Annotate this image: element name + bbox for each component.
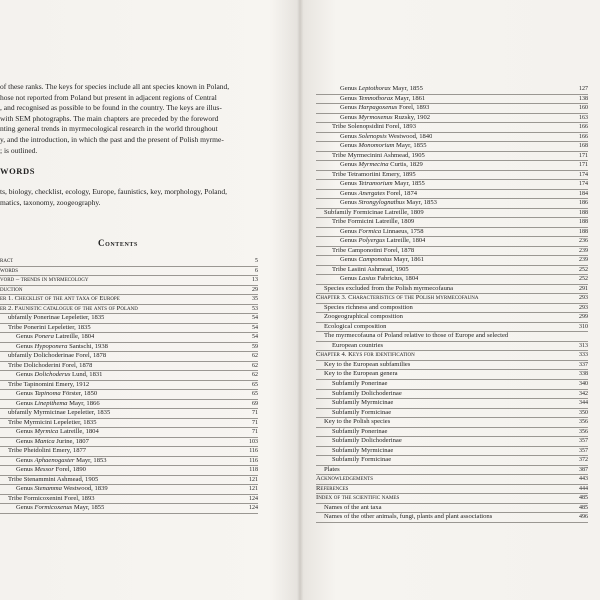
toc-entry-title: Ecological composition [324, 322, 387, 330]
toc-entry-title: Tribe Pheidolini Emery, 1877 [8, 447, 87, 455]
toc-entry [316, 161, 588, 171]
toc-entry-title: Genus Myrmoxenus Ruzsky, 1902 [340, 113, 431, 121]
toc-entry [316, 323, 588, 333]
toc-page-number: 62 [252, 362, 258, 369]
toc-page-number: 485 [579, 504, 588, 511]
toc-entry [316, 237, 588, 247]
toc-page-number: 443 [579, 476, 588, 483]
toc-page-number: 239 [579, 257, 588, 264]
toc-entry [0, 381, 258, 391]
intro-line: nting general trends in myrmecological research in the world throughout [0, 124, 218, 134]
toc-entry [316, 313, 588, 323]
toc-entry [0, 419, 258, 429]
toc-entry [316, 95, 588, 105]
toc-entry [316, 304, 588, 314]
toc-entry-title: Tribe Myrmicini Lepeletier, 1835 [8, 418, 97, 426]
toc-entry-title: References [316, 484, 349, 492]
toc-entry [0, 476, 258, 486]
toc-entry-title: Genus Tetramorium Mayr, 1855 [340, 180, 425, 188]
toc-page-number: 163 [579, 114, 588, 121]
toc-page-number: 62 [252, 372, 258, 379]
toc-entry [0, 400, 258, 410]
toc-entry-title: Subfamily Ponerinae [332, 379, 388, 387]
keywords-line: matics, taxonomy, zoogeography. [0, 197, 101, 207]
toc-entry-title: Chapter 4. Keys for identification [316, 351, 415, 359]
toc-entry [0, 438, 258, 448]
toc-entry [316, 85, 588, 95]
toc-page-number: 174 [579, 181, 588, 188]
toc-page-number: 65 [252, 391, 258, 398]
intro-line: with SEM photographs. The main chapters are preceded by the foreword [0, 113, 219, 123]
toc-entry [0, 343, 258, 353]
toc-page-number: 291 [579, 285, 588, 292]
toc-entry-title: ubfamily Dolichoderinae Forel, 1878 [8, 352, 107, 360]
toc-entry [316, 142, 588, 152]
toc-entry [316, 342, 588, 352]
toc-entry-title: er 1. Checklist of the ant taxa of Europe [0, 295, 120, 303]
toc-entry-title: Genus Polyergus Latreille, 1804 [340, 237, 426, 245]
toc-entry-title: Subfamily Myrmicinae [332, 446, 394, 454]
toc-entry [0, 390, 258, 400]
toc-page-number: 54 [252, 334, 258, 341]
contents-heading: Contents [98, 238, 138, 248]
toc-entry [316, 437, 588, 447]
toc-entry-title: Genus Ponera Latreille, 1804 [16, 333, 95, 341]
toc-page-number: 116 [249, 448, 258, 455]
toc-entry [316, 409, 588, 419]
toc-entry-title: The myrmecofauna of Poland relative to those of Europe and selected [324, 332, 509, 340]
toc-page-number: 356 [579, 419, 588, 426]
toc-page-number: 121 [249, 476, 258, 483]
intro-line: of these ranks. The keys for species include all ant species known in Poland, [0, 82, 230, 91]
toc-entry [0, 447, 258, 457]
toc-entry-title: Plates [324, 465, 340, 473]
toc-entry [316, 123, 588, 133]
toc-entry [0, 362, 258, 372]
toc-entry-title: Genus Camponotus Mayr, 1861 [340, 256, 424, 264]
toc-entry-title: Subfamily Ponerinae [332, 427, 388, 435]
toc-page-number: 53 [252, 305, 258, 312]
toc-entry-title: vord – trends in myrmecology [0, 276, 89, 284]
toc-entry [0, 466, 258, 476]
toc-entry [316, 504, 588, 514]
toc-page-number: 166 [579, 124, 588, 131]
toc-entry-title: Tribe Formicini Latreille, 1809 [332, 218, 415, 226]
toc-page-number: 121 [249, 486, 258, 493]
toc-entry [316, 180, 588, 190]
toc-entry-title: Subfamily Formicinae [332, 408, 392, 416]
right-page [302, 0, 600, 600]
toc-entry [316, 228, 588, 238]
toc-page-number: 337 [579, 361, 588, 368]
toc-entry-title: Subfamily Formicinae [332, 456, 392, 464]
toc-entry-title: Tribe Ponerini Lepeletier, 1835 [8, 323, 91, 331]
toc-entry [0, 352, 258, 362]
toc-page-number: 168 [579, 143, 588, 150]
toc-page-number: 160 [579, 105, 588, 112]
toc-entry [316, 380, 588, 390]
toc-page-number: 59 [252, 343, 258, 350]
toc-entry-title: Zoogeographical composition [324, 313, 403, 321]
toc-entry [0, 267, 258, 277]
toc-entry-title: Species richness and composition [324, 303, 413, 311]
toc-entry [0, 295, 258, 305]
toc-entry-title: Genus Strongylognathus Mayr, 1853 [340, 199, 437, 207]
toc-entry-title: Genus Solenopsis Westwood, 1840 [340, 132, 433, 140]
toc-entry-title: Chapter 3. Characteristics of the Polish myrmecofauna [316, 294, 479, 302]
toc-entry [0, 286, 258, 296]
toc-entry [316, 266, 588, 276]
intro-line: , and recognised as possible to be found in the country. The keys are illus- [0, 103, 222, 113]
toc-entry [0, 409, 258, 419]
toc-entry [316, 428, 588, 438]
toc-entry [316, 190, 588, 200]
toc-entry [316, 494, 588, 504]
toc-page-number: 313 [579, 342, 588, 349]
toc-entry [0, 257, 258, 267]
toc-entry-title: Genus Monomorium Mayr, 1855 [340, 142, 427, 150]
toc-page-number: 69 [252, 400, 258, 407]
toc-entry-title: Subfamily Dolichoderinae [332, 389, 402, 397]
toc-entry-title: Names of the other animals, fungi, plants and plant associations [324, 513, 493, 521]
toc-entry [316, 218, 588, 228]
toc-entry-title: Key to the European subfamilies [324, 360, 411, 368]
table-of-contents-left [0, 257, 258, 514]
toc-entry-title: Tribe Camponotini Forel, 1878 [332, 246, 415, 254]
toc-entry-title: Genus Myrmica Latreille, 1804 [16, 428, 99, 436]
toc-entry-title: Key to the European genera [324, 370, 398, 378]
toc-entry [316, 114, 588, 124]
toc-page-number: 118 [249, 467, 258, 474]
toc-page-number: 138 [579, 95, 588, 102]
keywords-line: ts, biology, checklist, ecology, Europe, faunistics, key, morphology, Poland, [0, 187, 227, 196]
toc-entry [316, 447, 588, 457]
toc-entry [316, 152, 588, 162]
toc-page-number: 186 [579, 200, 588, 207]
toc-page-number: 338 [579, 371, 588, 378]
toc-entry [316, 466, 588, 476]
toc-entry [316, 456, 588, 466]
toc-page-number: 293 [579, 295, 588, 302]
toc-entry-title: Subfamily Myrmicinae [332, 399, 394, 407]
toc-entry-title: Genus Temnothorax Mayr, 1861 [340, 94, 426, 102]
toc-entry-title: Tribe Formicoxenini Forel, 1893 [8, 494, 95, 502]
toc-entry [0, 314, 258, 324]
toc-page-number: 103 [249, 438, 258, 445]
toc-page-number: 188 [579, 228, 588, 235]
toc-entry [0, 276, 258, 286]
toc-page-number: 299 [579, 314, 588, 321]
toc-entry-title: Tribe Tapinomini Emery, 1912 [8, 380, 90, 388]
toc-entry-title: Genus Manica Jurine, 1807 [16, 437, 89, 445]
toc-page-number: 54 [252, 315, 258, 322]
toc-entry-title: Key to the Polish species [324, 418, 391, 426]
toc-entry-title: Names of the ant taxa [324, 503, 382, 511]
toc-page-number: 344 [579, 400, 588, 407]
toc-entry-title: Genus Stenamma Westwood, 1839 [16, 485, 108, 493]
toc-page-number: 342 [579, 390, 588, 397]
toc-entry [0, 371, 258, 381]
toc-entry-title: Genus Formicoxenus Mayr, 1855 [16, 504, 105, 512]
toc-entry [316, 171, 588, 181]
toc-entry-title: Genus Hypoponera Santschi, 1938 [16, 342, 108, 350]
toc-entry-title: er 2. Faunistic catalogue of the ants of Poland [0, 304, 138, 312]
toc-entry [0, 504, 258, 514]
toc-entry [0, 305, 258, 315]
intro-line: ; is outlined. [0, 145, 38, 155]
toc-entry-title: Genus Myrmecina Curtis, 1829 [340, 161, 423, 169]
toc-entry-title: Genus Linepithema Mayr, 1866 [16, 399, 100, 407]
toc-entry [316, 256, 588, 266]
toc-entry [0, 457, 258, 467]
toc-entry-title: Genus Anergates Forel, 1874 [340, 189, 418, 197]
toc-entry-title: Species excluded from the Polish myrmecofauna [324, 284, 454, 292]
toc-entry [316, 361, 588, 371]
toc-page-number: 188 [579, 209, 588, 216]
toc-page-number: 174 [579, 171, 588, 178]
toc-entry-title: Genus Formica Linnaeus, 1758 [340, 227, 424, 235]
toc-entry [316, 275, 588, 285]
toc-entry [0, 428, 258, 438]
intro-paragraph [0, 82, 272, 156]
toc-page-number: 293 [579, 304, 588, 311]
toc-page-number: 496 [579, 514, 588, 521]
toc-page-number: 71 [252, 419, 258, 426]
toc-page-number: 236 [579, 238, 588, 245]
toc-page-number: 333 [579, 352, 588, 359]
toc-entry-title: duction [0, 285, 23, 293]
toc-entry [316, 418, 588, 428]
toc-page-number: 71 [252, 429, 258, 436]
toc-entry-title: Tribe Dolichoderini Forel, 1878 [8, 361, 93, 369]
toc-entry [316, 209, 588, 219]
toc-entry-title: Acknowledgements [316, 475, 373, 483]
toc-page-number: 13 [252, 277, 258, 284]
toc-entry [316, 199, 588, 209]
toc-entry [316, 370, 588, 380]
toc-page-number: 387 [579, 466, 588, 473]
toc-entry [316, 285, 588, 295]
toc-page-number: 188 [579, 219, 588, 226]
toc-entry-title: Genus Lasius Fabricius, 1804 [340, 275, 419, 283]
toc-page-number: 252 [579, 276, 588, 283]
toc-page-number: 116 [249, 457, 258, 464]
toc-entry [0, 333, 258, 343]
toc-entry-title: Tribe Tetramoriini Emery, 1895 [332, 170, 416, 178]
toc-entry [0, 324, 258, 334]
toc-entry-title: Subfamily Dolichoderinae [332, 437, 402, 445]
toc-page-number: 171 [579, 162, 588, 169]
toc-entry-title: Genus Tapinoma Förster, 1850 [16, 390, 98, 398]
keywords-text [0, 187, 272, 208]
table-of-contents-right [316, 85, 588, 523]
toc-entry-title: ract [0, 257, 14, 264]
toc-page-number: 124 [249, 505, 258, 512]
toc-page-number: 372 [579, 457, 588, 464]
toc-page-number: 310 [579, 323, 588, 330]
toc-entry-title: words [0, 266, 19, 274]
toc-page-number: 184 [579, 190, 588, 197]
toc-entry-title: Genus Aphaenogaster Mayr, 1853 [16, 456, 107, 464]
toc-page-number: 171 [579, 152, 588, 159]
toc-entry-title: ubfamily Ponerinae Lepeletier, 1835 [8, 314, 105, 322]
toc-page-number: 6 [255, 267, 258, 274]
toc-page-number: 35 [252, 296, 258, 303]
toc-page-number: 357 [579, 438, 588, 445]
toc-entry [316, 133, 588, 143]
toc-page-number: 65 [252, 381, 258, 388]
toc-page-number: 357 [579, 447, 588, 454]
toc-entry [316, 513, 588, 523]
toc-entry [316, 104, 588, 114]
toc-entry-title: Index of the scientific names [316, 494, 400, 502]
toc-entry [316, 390, 588, 400]
toc-entry [316, 351, 588, 361]
toc-entry-title: Tribe Lasiini Ashmead, 1905 [332, 265, 409, 273]
toc-entry-title: European countries [332, 341, 384, 349]
toc-page-number: 252 [579, 266, 588, 273]
toc-page-number: 444 [579, 485, 588, 492]
toc-entry-title: Tribe Myrmecinini Ashmead, 1905 [332, 151, 425, 159]
toc-entry-title: ubfamily Myrmicinae Lepeletier, 1835 [8, 409, 111, 417]
left-page [0, 0, 298, 600]
toc-entry [316, 399, 588, 409]
toc-page-number: 71 [252, 410, 258, 417]
toc-page-number: 124 [249, 495, 258, 502]
toc-page-number: 5 [255, 258, 258, 264]
toc-page-number: 340 [579, 380, 588, 387]
toc-entry-title: Genus Leptothorax Mayr, 1855 [340, 85, 423, 92]
toc-page-number: 350 [579, 409, 588, 416]
toc-entry [316, 485, 588, 495]
toc-page-number: 485 [579, 495, 588, 502]
toc-page-number: 54 [252, 324, 258, 331]
toc-entry-title: Tribe Solenopsidini Forel, 1893 [332, 123, 417, 131]
toc-entry [316, 247, 588, 257]
toc-entry [316, 332, 588, 342]
toc-entry [316, 475, 588, 485]
toc-page-number: 62 [252, 353, 258, 360]
toc-page-number: 356 [579, 428, 588, 435]
toc-entry [316, 294, 588, 304]
toc-entry [0, 485, 258, 495]
toc-entry-title: Subfamily Formicinae Latreille, 1809 [324, 208, 424, 216]
keywords-heading: WORDS [0, 166, 36, 176]
toc-entry-title: Genus Messor Forel, 1890 [16, 466, 86, 474]
toc-entry-title: Genus Harpagoxenus Forel, 1893 [340, 104, 430, 112]
toc-entry-title: Tribe Stenammini Ashmead, 1905 [8, 475, 99, 483]
toc-page-number: 239 [579, 247, 588, 254]
toc-page-number: 29 [252, 286, 258, 293]
toc-entry [0, 495, 258, 505]
intro-line: hose not reported from Poland but present in adjacent regions of Central [0, 92, 217, 102]
intro-line: y, and the introduction, in which the past and the present of Polish myrme- [0, 134, 224, 144]
toc-page-number: 166 [579, 133, 588, 140]
toc-page-number: 127 [579, 86, 588, 92]
toc-entry-title: Genus Dolichoderus Lund, 1831 [16, 371, 103, 379]
